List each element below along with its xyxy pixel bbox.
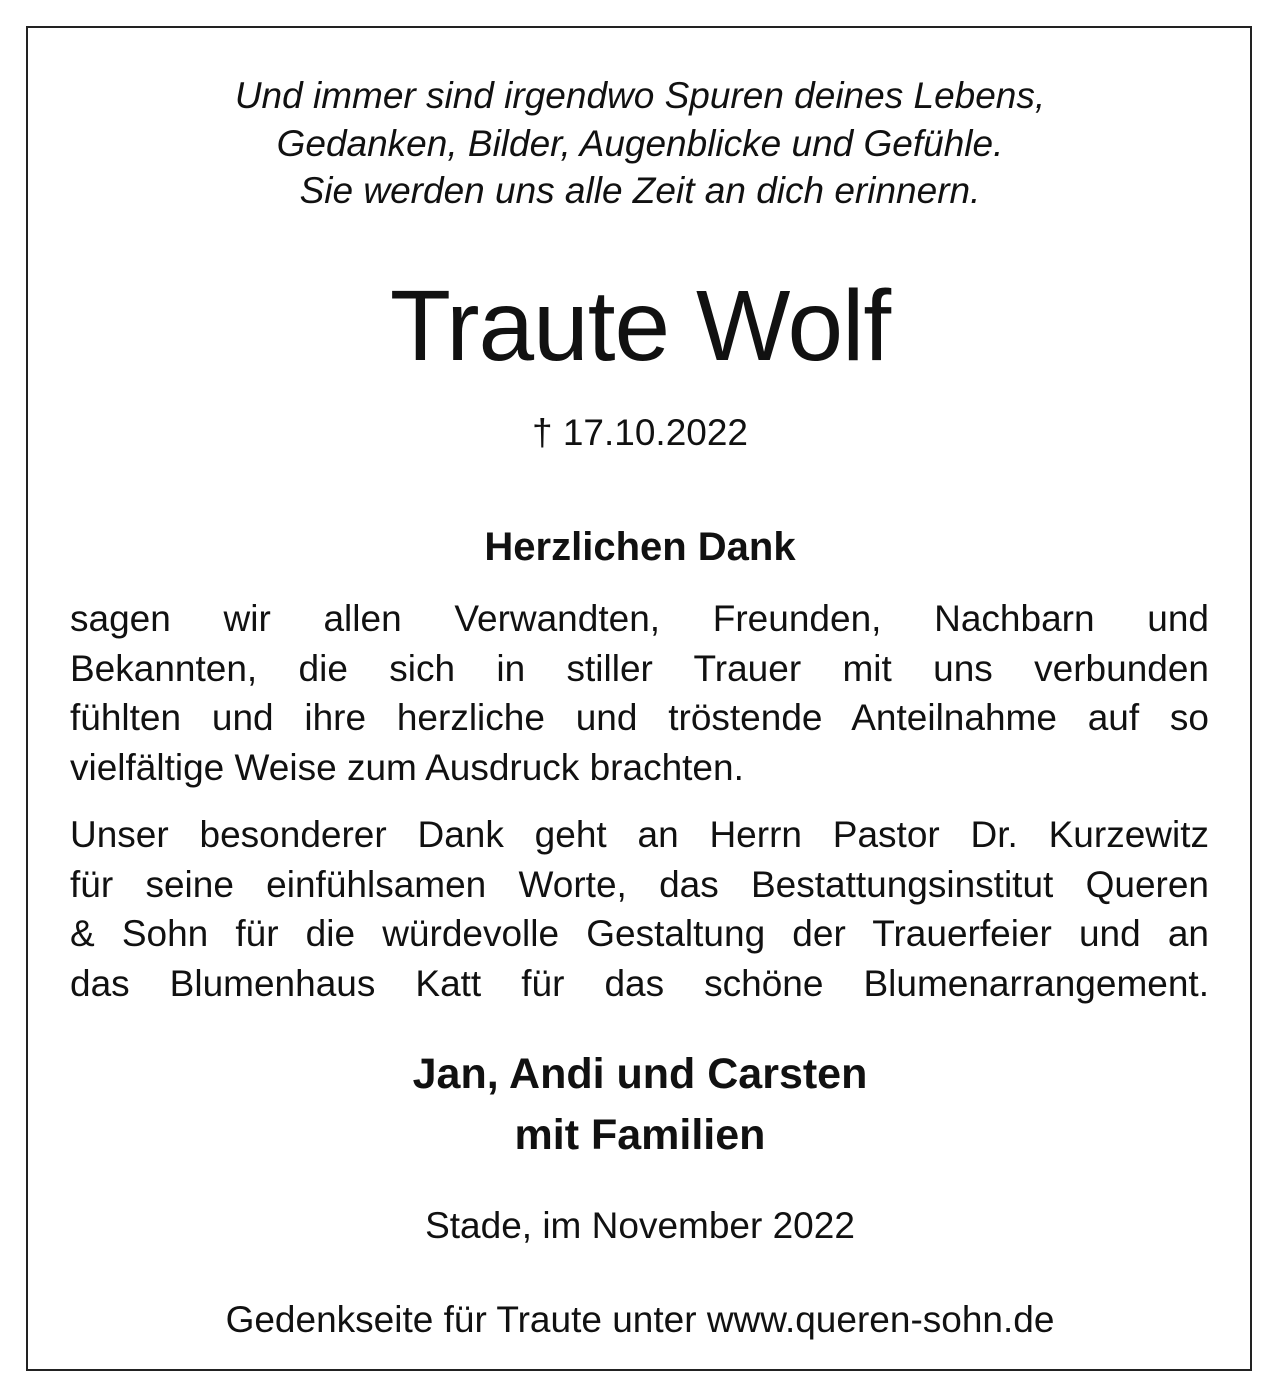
place-and-date: Stade, im November 2022	[425, 1205, 855, 1246]
signers-families: mit Familien	[514, 1111, 766, 1159]
paragraph-line: das Blumenhaus Katt für das schöne Blumenarrangement.	[70, 962, 1209, 1004]
paragraph-line: & Sohn für die würdevolle Gestaltung der Trauerfeier und an	[70, 913, 1209, 954]
paragraph-line: Bekannten, die sich in stiller Trauer mit uns verbunden	[70, 647, 1209, 689]
poem-line: Gedanken, Bilder, Augenblicke und Gefühle.	[276, 122, 1004, 164]
poem-line: Sie werden uns alle Zeit an dich erinnern.	[299, 170, 981, 211]
deceased-name: Traute Wolf	[389, 270, 891, 382]
paragraph-line: Unser besonderer Dank geht an Herrn Pastor Dr. Kurzewitz	[70, 814, 1209, 855]
signers-names: Jan, Andi und Carsten	[412, 1050, 868, 1098]
signers	[0, 1044, 1280, 1166]
thanks-paragraph-1	[70, 594, 1209, 792]
thanks-paragraph-2	[70, 810, 1209, 1008]
paragraph-line: fühlten und ihre herzliche und tröstende Anteilnahme auf so	[70, 697, 1209, 738]
paragraph-line: für seine einfühlsamen Worte, das Bestattungsinstitut Queren	[70, 863, 1209, 905]
death-date: † 17.10.2022	[531, 412, 749, 453]
paragraph-line: sagen wir allen Verwandten, Freunden, Nachbarn und	[70, 598, 1209, 639]
memorial-poem	[0, 72, 1280, 215]
paragraph-line: vielfältige Weise zum Ausdruck brachten.	[70, 746, 744, 788]
thanks-heading: Herzlichen Dank	[484, 525, 796, 569]
poem-line: Und immer sind irgendwo Spuren deines Lebens,	[234, 75, 1046, 116]
memorial-page-note: Gedenkseite für Traute unter www.queren-sohn.de	[225, 1299, 1055, 1340]
